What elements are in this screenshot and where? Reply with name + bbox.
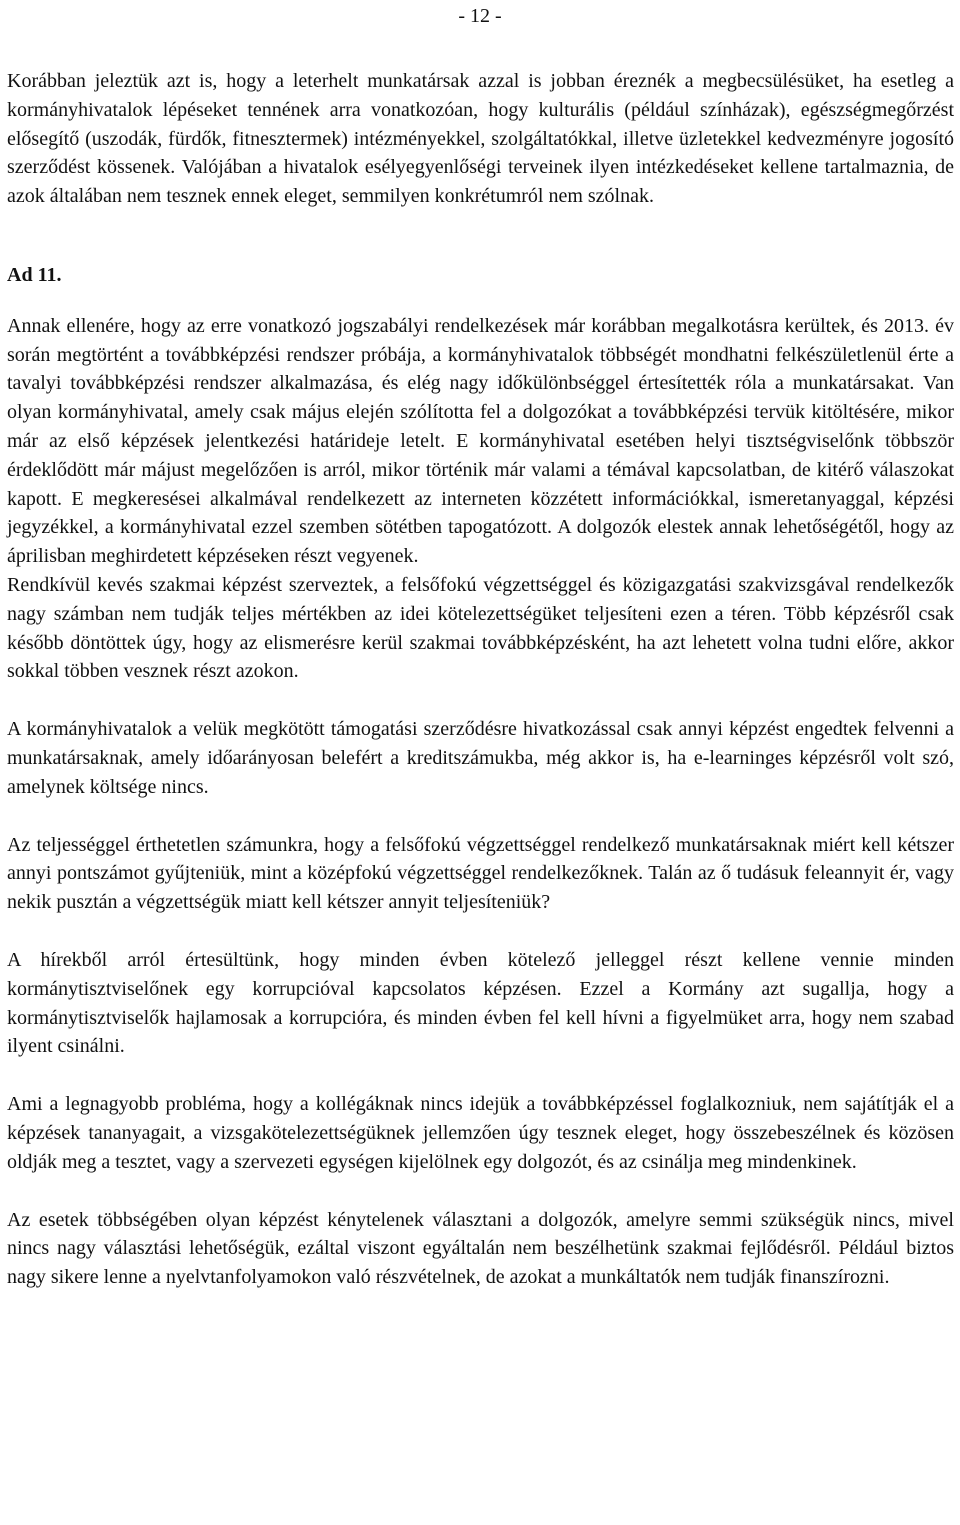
paragraph-biggest-problem: Ami a legnagyobb probléma, hogy a kollégáknak nincs idejük a továbbképzéssel foglalkozniuk, nem sajátítják el a képzések tananyagait, a vizsgakötelezettségüknek jellemzően úgy tesznek eleget, hogy összebeszélnek és közösen oldják meg a tesztet, vagy a szervezeti egységen kijelölnek egy dolgozót, és az csinálja meg mindenkinek. xyxy=(7,1093,954,1173)
paragraph-point-requirements: Az teljességgel érthetetlen számunkra, hogy a felsőfokú végzettséggel rendelkező munkatársaknak miért kell kétszer annyi pontszámot gyűjteniük, mint a középfokú végzettséggel rendelkezőknek. Talán az ő tudásuk feleannyit ér, vagy nekik pusztán a végzettségük miatt kell kétszer annyit teljesíteniük? xyxy=(7,833,954,914)
page-number: - 12 - xyxy=(458,5,502,27)
paragraph-employee-appreciation: Korábban jeleztük azt is, hogy a leterhelt munkatársak azzal is jobban éreznék a megbecsülésüket, ha esetleg a kormányhivatalok lépéseket tennének arra vonatkozóan, hogy kulturális (például színházak), egészségmegőrzést elősegítő (uszodák, fürdők, fitnesztermek) intézményekkel, szolgáltatókkal, illetve üzletekkel kedvezményre jogosító szerződést kössenek. Valójában a hivatalok esélyegyenlőségi terveinek ilyen intézkedéseket kellene tartalmaznia, de azok általában nem tesznek ennek eleget, semmilyen konkrétumról nem szólnak. xyxy=(7,70,954,208)
paragraph-training-choice: Az esetek többségében olyan képzést kénytelenek választani a dolgozók, amelyre semmi szükségük nincs, mivel nincs nagy választási lehetőségük, ezáltal viszont egyáltalán nem beszélhetünk szakmai fejlődésről. Például biztos nagy sikere lenne a nyelvtanfolyamokon való részvételnek, de azokat a munkáltatók nem tudják finanszírozni. xyxy=(7,1208,954,1289)
paragraph-corruption-training: A hírekből arról értesültünk, hogy minden évben kötelező jelleggel részt kellene vennie minden kormánytisztviselőnek egy korrupcióval kapcsolatos képzésen. Ezzel a Kormány azt sugallja, hogy a kormánytisztviselők hajlamosak a korrupcióra, és minden évben fel kell hívni a figyelmüket arra, hogy nem szabad ilyent csinálni. xyxy=(7,948,954,1058)
section-heading-ad-11: Ad 11. xyxy=(7,263,62,286)
paragraph-training-system: Annak ellenére, hogy az erre vonatkozó jogszabályi rendelkezések már korábban megalkotásra kerültek, és 2013. év során megtörtént a továbbképzési rendszer próbája, a kormányhivatalok többségét mondhatni felkészületlenül érte a tavalyi továbbképzési rendszer alkalmazása, és elég nagy időkülönbséggel értesítették róla a munkatársakat. Van olyan kormányhivatal, amely csak május elején szólította fel a dolgozókat a továbbképzési tervük kitöltésére, mikor már az első képzések jelentkezési határideje letelt. E kormányhivatal esetében helyi tisztségviselőnk többször érdeklődött már májust megelőzően is arról, mikor történik már valami a témával kapcsolatban, de kitérő válaszokat kapott. E megkeresései alkalmával rendelkezett az interneten közzétett információkkal, ismeretanyaggal, képzési jegyzékkel, a kormányhivatal ezzel szemben sötétben tapogatózott. A dolgozók elestek annak lehetőségétől, hogy az áprilisban meghirdetett képzéseken részt vegyenek. xyxy=(7,314,954,568)
document-body xyxy=(7,67,954,1292)
paragraph-professional-trainings: Rendkívül kevés szakmai képzést szerveztek, a felsőfokú végzettséggel és közigazgatási szakvizsgával rendelkezők nagy számban nem tudják teljes mértékben az idei kötelezettségüket teljesíteni ezen a téren. Több képzésről csak később döntöttek úgy, hogy az elismerésre kerül szakmai továbbképzésként, ha azt lehetett volna tudni előre, akkor sokkal többen vesznek részt azokon. xyxy=(7,573,954,683)
paragraph-credit-limits: A kormányhivatalok a velük megkötött támogatási szerződésre hivatkozással csak annyi képzést engedtek felvenni a munkatársaknak, amely időarányosan belefért a kreditszámukba, még akkor is, ha e-learninges képzésről volt szó, amelynek költsége nincs. xyxy=(7,718,954,798)
